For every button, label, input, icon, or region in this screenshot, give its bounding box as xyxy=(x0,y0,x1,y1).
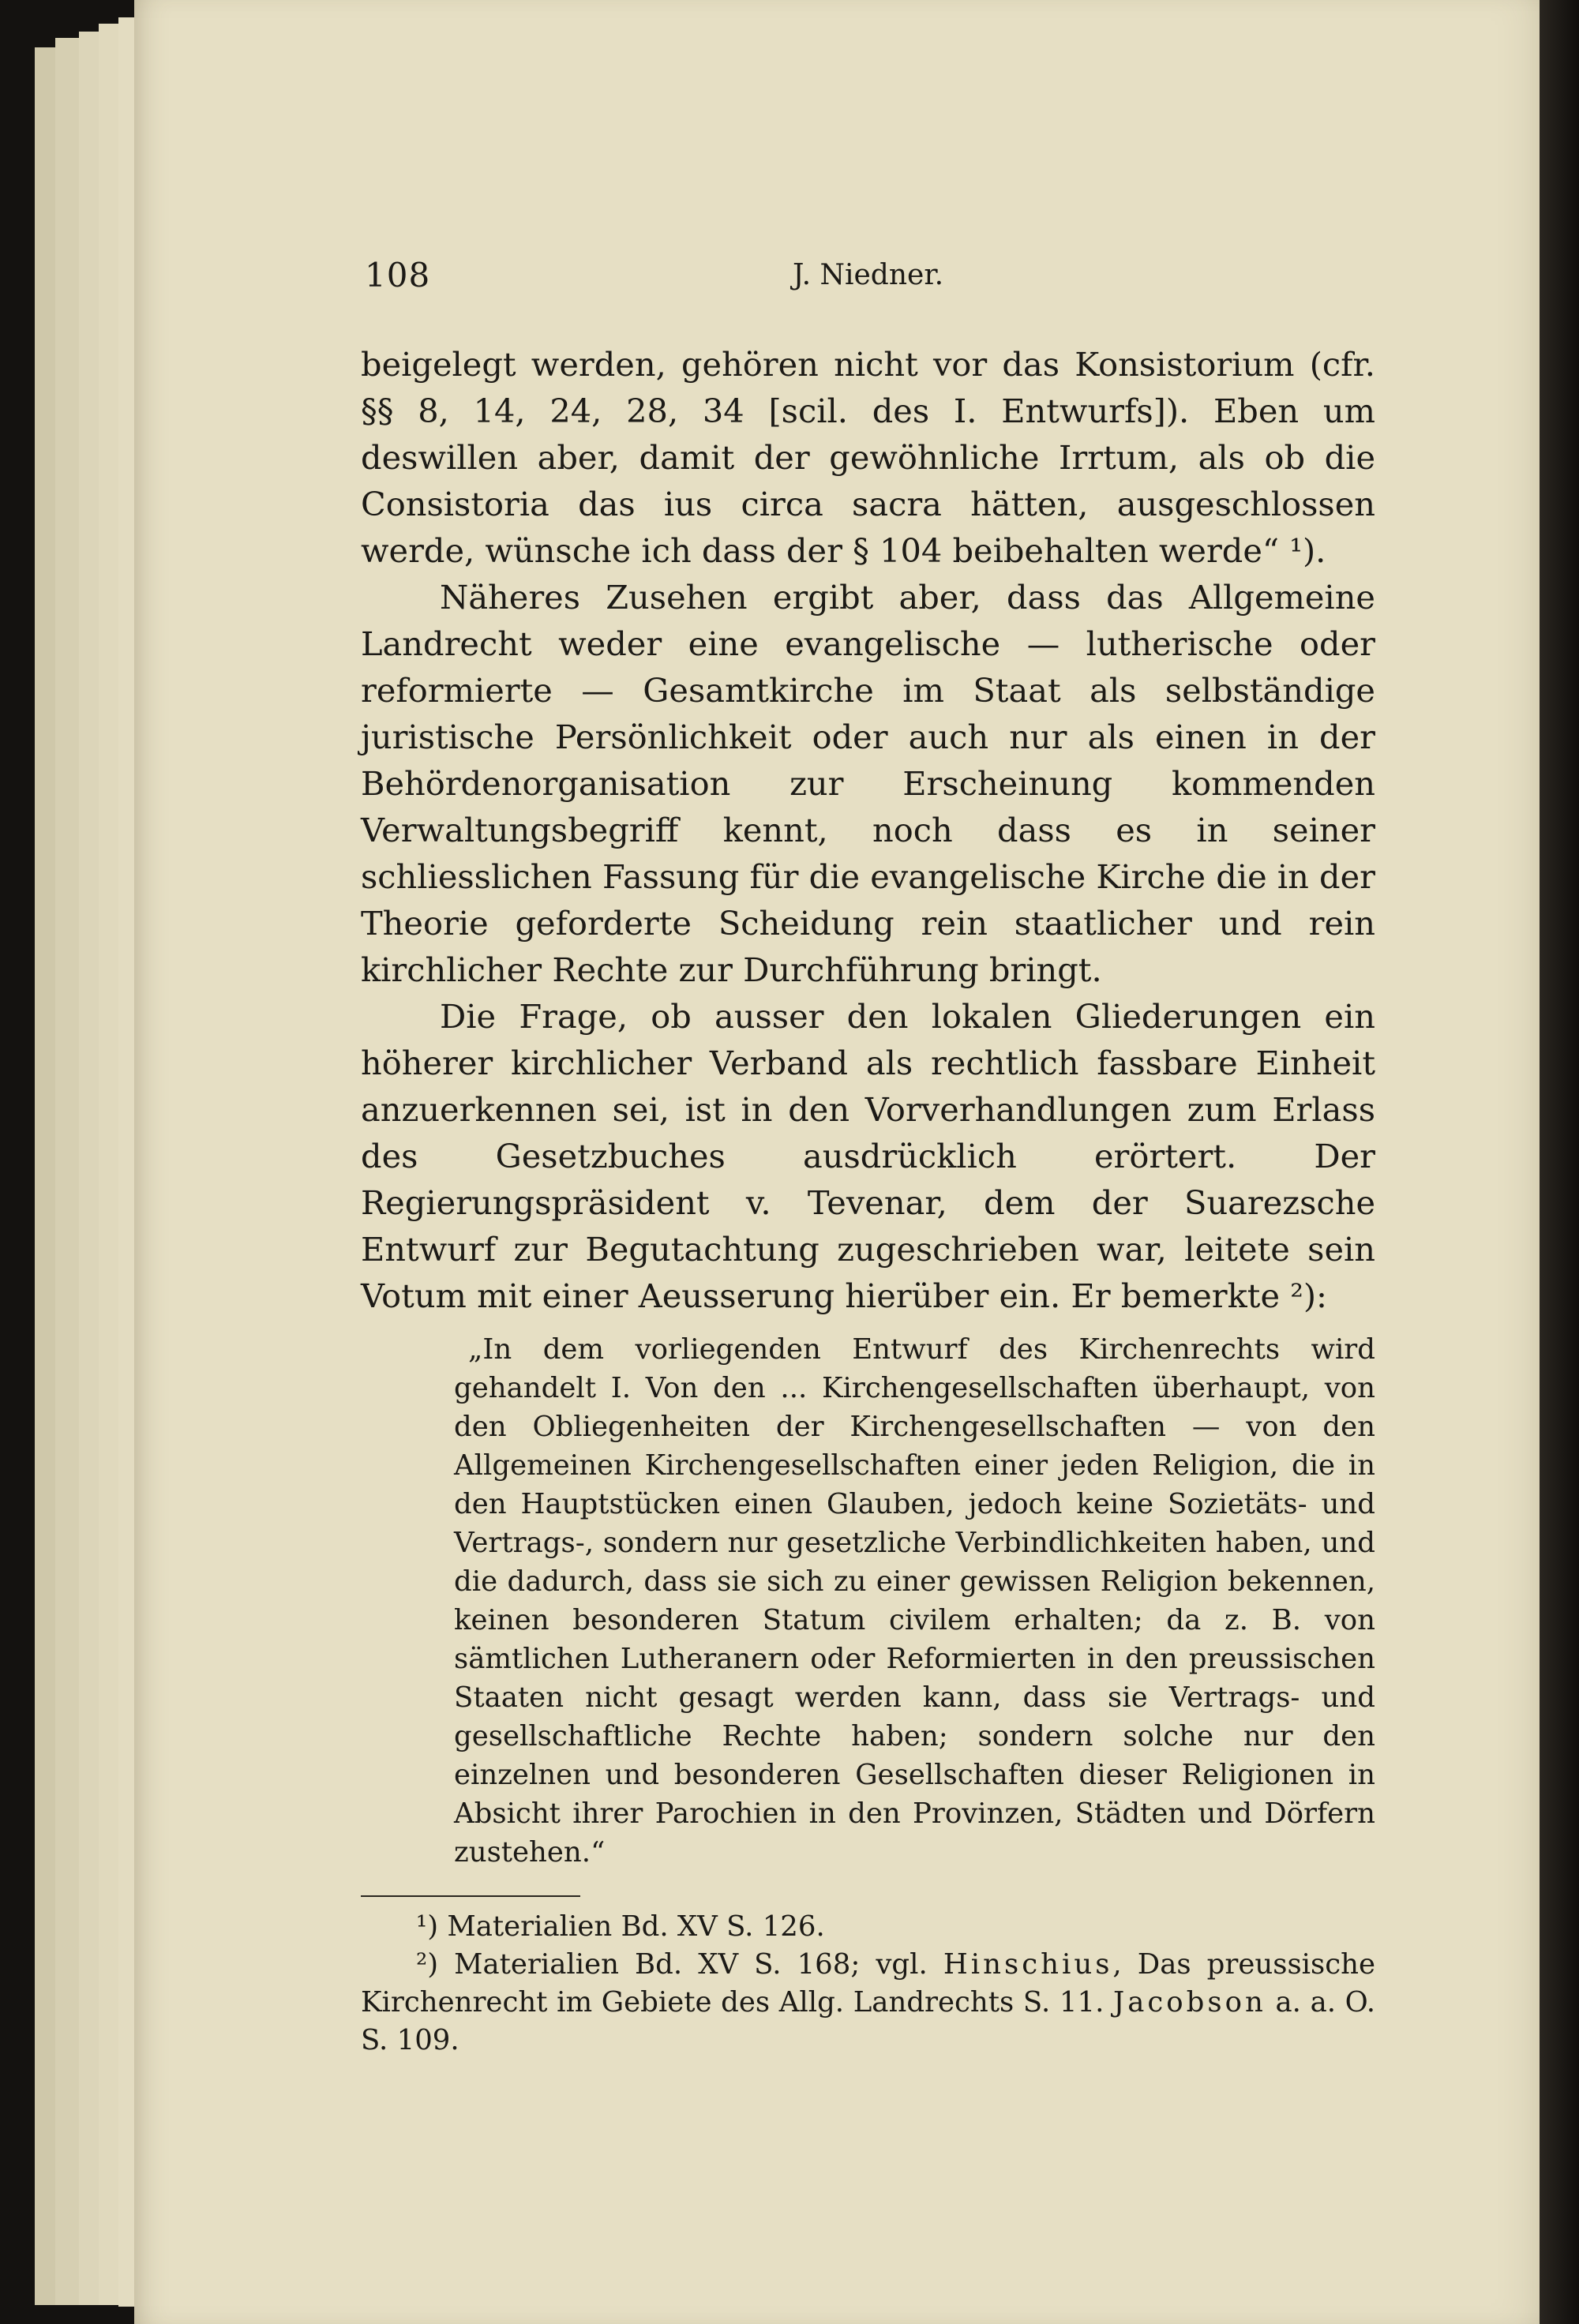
footnote-2-text: ²) Materialien Bd. XV S. 168; vgl. xyxy=(416,1948,943,1981)
quote-text: „In dem vorliegenden Entwurf des Kirchenrechts wird gehandelt I. Von den ... Kirchengesellschaften überhaupt, von den Obliegenheiten der Kirchengesellschaften — von den Allgemeinen Kirchengesellschaften einer jeden Religion, die in den Hauptstücken einen Glauben, jedoch keine Sozietäts- und Vertrags-, sondern nur gesetzliche Verbindlichkeiten haben, und die dadurch, dass sie sich zu einer gewissen Religion bekennen, keinen besonderen Statum civilem erhalten; da z. B. von sämtlichen Lutheranern oder Reformierten in den preussischen Staaten nicht gesagt werden kann, dass sie Vertrags- und gesellschaftliche Rechte haben; sondern solche nur den einzelnen und besonderen Gesellschaften dieser Religionen in Absicht ihrer Parochien in den Provinzen, Städten und Dörfern zustehen.“ xyxy=(454,1333,1375,1869)
running-head: J. Niedner. xyxy=(792,259,944,291)
footnotes xyxy=(361,1908,1375,2060)
paragraph: Die Frage, ob ausser den lokalen Gliederungen ein höherer kirchlicher Verband als rechtlich fassbare Einheit anzuerkennen sei, ist in den Vorverhandlungen zum Erlass des Gesetzbuches ausdrücklich erörtert. Der Regierungspräsident v. Tevenar, dem der Suarezsche Entwurf zur Begutachtung zugeschrieben war, leitete sein Votum mit einer Aeusserung hierüber ein. Er bemerkte ²): xyxy=(361,997,1375,1315)
page-number: 108 xyxy=(365,256,431,294)
body-text xyxy=(361,341,1375,1319)
footnote-rule xyxy=(361,1895,580,1897)
paragraph: beigelegt werden, gehören nicht vor das Konsistorium (cfr. §§ 8, 14, 24, 28, 34 [scil. des I. Entwurfs]). Eben um deswillen aber, damit der gewöhnliche Irrtum, als ob die Consistoria das ius circa sacra hätten, ausgeschlossen werde, wünsche ich dass der § 104 beibehalten werde“ ¹). xyxy=(361,345,1375,570)
author-name: Jacobson xyxy=(1113,1986,1266,2019)
book-spine xyxy=(1540,0,1579,2324)
page-header xyxy=(361,253,1375,300)
page-content xyxy=(361,253,1375,2060)
paragraph: Näheres Zusehen ergibt aber, dass das Allgemeine Landrecht weder eine evangelische — lutherische oder reformierte — Gesamtkirche im Staat als selbständige juristische Persönlichkeit oder auch nur als einen in der Behördenorganisation zur Erscheinung kommenden Verwaltungsbegriff kennt, noch dass es in seiner schliesslichen Fassung für die evangelische Kirche die in der Theorie geforderte Scheidung rein staatlicher und rein kirchlicher Rechte zur Durchführung bringt. xyxy=(361,578,1375,989)
block-quote xyxy=(454,1330,1375,1872)
footnote-2-text: a. a. O. S. 109. xyxy=(361,1986,1375,2056)
author-name: Hinschius xyxy=(943,1948,1113,1981)
footnote-2 xyxy=(361,1946,1375,2060)
footnote-2-text: , Das preussische Kirchenrecht im Gebiete des Allg. Landrechts S. 11. xyxy=(361,1948,1375,2019)
footnote-1: ¹) Materialien Bd. XV S. 126. xyxy=(416,1910,825,1943)
